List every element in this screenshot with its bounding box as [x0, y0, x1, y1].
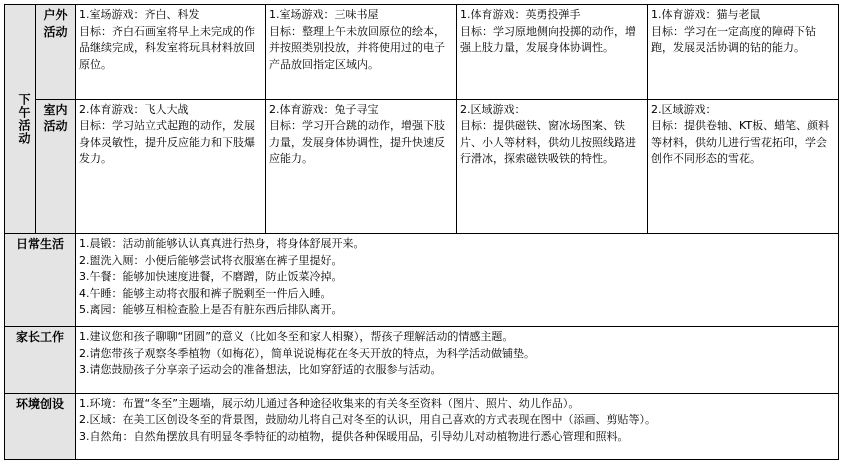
- afternoon-indoor-row: [5, 99, 839, 234]
- daily-item-3: 3.午餐：能够加快速度进餐，不磨蹭，防止饭菜冷掉。: [79, 270, 343, 284]
- daily-item-2: 2.盥洗入厕：小便后能够尝试将衣服塞在裤子里提好。: [79, 253, 343, 267]
- indoor-cell-4: [648, 99, 839, 234]
- indoor-cell-3: [457, 99, 648, 234]
- indoor-game-1: 2.体育游戏：飞人大战: [79, 102, 189, 116]
- outdoor-goal-1: 目标：齐白石画室将早上未完成的作品继续完成，科发室将玩具材料放回原位。: [79, 24, 255, 71]
- indoor-cell-1: [76, 99, 266, 234]
- parent-work-row: [5, 327, 839, 393]
- environment-item-2: 2.区域：在美工区创设冬至的背景图，鼓励幼儿将自己对冬至的认识，用自己喜欢的方式表现在图中（添画、剪贴等）。: [79, 413, 656, 427]
- parent-work-header: 家长工作: [5, 327, 76, 393]
- outdoor-activity-label: 户外活动: [36, 5, 76, 100]
- outdoor-game-3: 1.体育游戏：英勇投弹手: [460, 8, 581, 21]
- indoor-cell-2: [266, 99, 457, 234]
- lesson-plan-table: [4, 4, 839, 460]
- daily-item-4: 4.午睡：能够主动将衣服和裤子脱剩至一件后入睡。: [79, 286, 332, 300]
- daily-item-1: 1.晨锻：活动前能够认认真真进行热身，将身体舒展开来。: [79, 237, 365, 251]
- afternoon-outdoor-row: [5, 5, 839, 100]
- environment-header: 环境创设: [5, 393, 76, 459]
- indoor-goal-1: 目标：学习站立式起跑的动作，发展身体灵敏性，提升反应能力和下肢爆发力。: [79, 119, 255, 166]
- daily-life-row: [5, 234, 839, 327]
- outdoor-cell-1: [76, 5, 266, 100]
- outdoor-cell-4: [648, 5, 839, 100]
- daily-life-header: 日常生活: [5, 234, 76, 327]
- outdoor-goal-3: 目标：学习原地侧向投掷的动作，增强上肢力量，发展身体协调性。: [460, 24, 636, 54]
- outdoor-game-2: 1.室场游戏：三味书屋: [269, 8, 379, 21]
- environment-content: [76, 393, 839, 459]
- environment-item-3: 3.自然角：自然角摆放具有明显冬季特征的动植物，提供各种保暖用品，引导幼儿对动植物进行悉心管理和照料。: [79, 429, 629, 443]
- outdoor-game-1: 1.室场游戏：齐白、科发: [79, 8, 200, 21]
- outdoor-cell-2: [266, 5, 457, 100]
- outdoor-goal-2: 目标：整理上午未放回原位的绘本，并按照类别投放，并将使用过的电子产品放回指定区域内。: [269, 24, 445, 71]
- daily-life-content: [76, 234, 839, 327]
- parent-item-1: 1.建议您和孩子聊聊“团圆”的意义（比如冬至和家人相聚），帮孩子理解活动的情感主题。: [79, 330, 514, 344]
- daily-item-5: 5.离园：能够互相检查脸上是否有脏东西后排队离开。: [79, 303, 343, 317]
- environment-row: [5, 393, 839, 459]
- outdoor-cell-3: [457, 5, 648, 100]
- outdoor-goal-4: 目标：学习在一定高度的障碍下钻跑，发展灵活协调的钻的能力。: [651, 24, 816, 54]
- indoor-game-4: 2.区域游戏：: [651, 102, 717, 116]
- environment-item-1: 1.环境：布置“冬至”主题墙，展示幼儿通过各种途径收集来的有关冬至资料（图片、照片、幼儿作品）。: [79, 396, 580, 410]
- parent-item-2: 2.请您带孩子观察冬季植物（如梅花），简单说说梅花在冬天开放的特点，为科学活动做铺垫。: [79, 346, 535, 360]
- indoor-activity-label: 室内活动: [36, 99, 76, 234]
- parent-work-content: [76, 327, 839, 393]
- indoor-game-3: 2.区域游戏：: [460, 102, 526, 116]
- indoor-goal-4: 目标：提供卷轴、KT板、蜡笔、颜料等材料，供幼儿进行雪花拓印，学会创作不同形态的雪花。: [651, 119, 830, 166]
- indoor-game-2: 2.体育游戏：兔子寻宝: [269, 102, 379, 116]
- outdoor-game-4: 1.体育游戏：猫与老鼠: [651, 8, 761, 21]
- parent-item-3: 3.请您鼓励孩子分享亲子运动会的准备想法，比如穿舒适的衣服参与活动。: [79, 363, 442, 377]
- indoor-goal-2: 目标：学习开合跳的动作，增强下肢力量，发展身体协调性，提升快速反应能力。: [269, 119, 445, 166]
- indoor-goal-3: 目标：提供磁铁、窗冰场图案、铁片、小人等材料，供幼儿按照线路进行滑冰，探索磁铁吸铁的特性。: [460, 119, 636, 166]
- afternoon-activity-header: 下午活动: [5, 5, 36, 234]
